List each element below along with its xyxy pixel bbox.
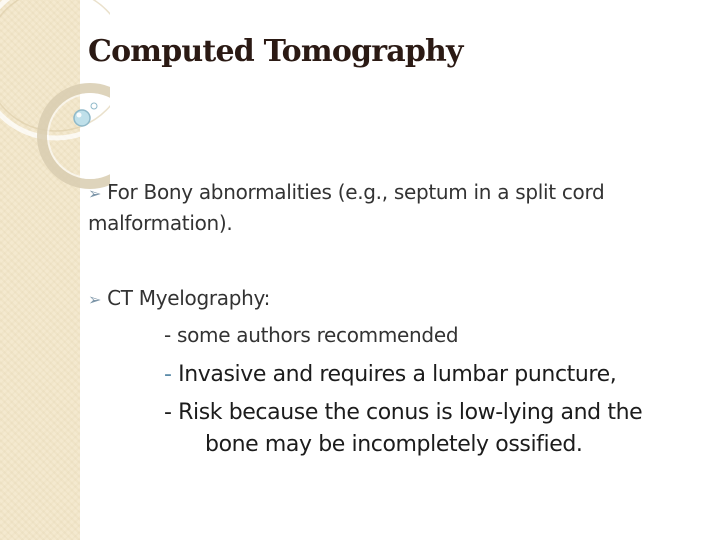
subitem-text: Invasive and requires a lumbar puncture, bbox=[171, 362, 617, 387]
bullet-myelography bbox=[88, 286, 270, 310]
subitem-text: Risk because the conus is low-lying and the bbox=[171, 400, 643, 425]
decorative-circles-icon bbox=[0, 0, 110, 210]
bullet-bony-text: For Bony abnormalities (e.g., septum in a split cord bbox=[107, 180, 605, 204]
arrow-bullet-icon: ➢ bbox=[88, 184, 102, 203]
subitem-dash: - bbox=[164, 362, 172, 387]
subitem-dash: - bbox=[164, 323, 171, 347]
subitem-authors bbox=[164, 323, 458, 347]
subitem-text: some authors recommended bbox=[170, 323, 459, 347]
subitem-dash: - bbox=[164, 400, 172, 425]
slide-title: Computed Tomography bbox=[88, 34, 463, 69]
subitem-invasive bbox=[164, 362, 616, 387]
bullet-myelography-text: CT Myelography: bbox=[107, 286, 271, 310]
bullet-bony bbox=[88, 180, 604, 204]
subitem-risk-continuation: bone may be incompletely ossified. bbox=[205, 432, 583, 457]
arrow-bullet-icon: ➢ bbox=[88, 290, 102, 309]
bullet-bony-continuation: malformation). bbox=[88, 211, 233, 235]
subitem-risk bbox=[164, 400, 642, 425]
